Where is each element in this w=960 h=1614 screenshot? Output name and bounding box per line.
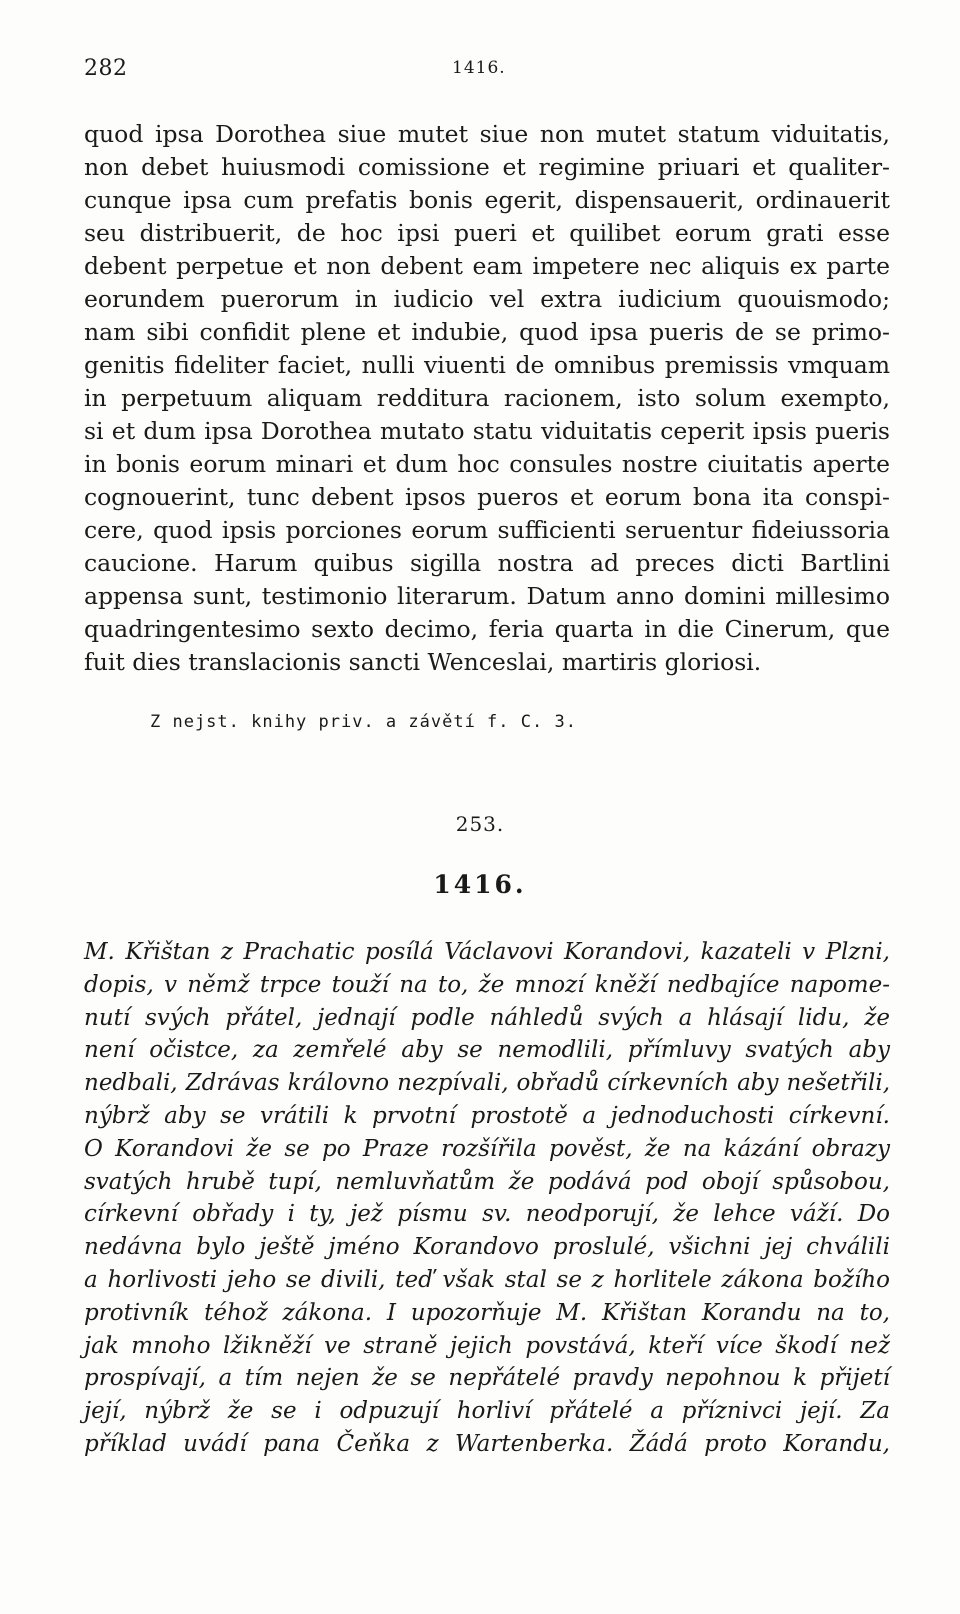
regest-line: prospívají, a tím nejen že se nepřátelé pravdy nepohnou k přijetí — [84, 1365, 890, 1392]
running-head-year: 1416. — [452, 58, 506, 78]
regest-line: jak mnoho lžikněží ve straně jejich povstává, kteří více škodí než — [84, 1332, 890, 1359]
running-head — [84, 56, 894, 86]
text-line: si et dum ipsa Dorothea mutato statu viduitatis ceperit ipsis pueris — [84, 417, 890, 445]
text-line: eorundem puerorum in iudicio vel extra iudicium quouismodo; — [84, 285, 890, 313]
text-line: nam sibi confidit plene et indubie, quod ipsa pueris de se primo- — [84, 318, 890, 346]
text-line: quod ipsa Dorothea siue mutet siue non mutet statum viduitatis, — [84, 120, 890, 148]
text-line: in bonis eorum minari et dum hoc consules nostre ciuitatis aperte — [84, 450, 890, 478]
regest-line: svatých hrubě tupí, nemluvňatům že podává pod obojí spůsobou, — [84, 1168, 890, 1195]
regest-line: není očistce, za zemřelé aby se nemodlili, přímluvy svatých aby — [84, 1037, 890, 1064]
text-line: appensa sunt, testimonio literarum. Datum anno domini millesimo — [84, 582, 890, 610]
regest-line: nýbrž aby se vrátili k prvotní prostotě a jednoduchosti církevní. — [84, 1102, 890, 1129]
page-number: 282 — [84, 56, 128, 81]
text-line: non debet huiusmodi comissione et regimine priuari et qualiter- — [84, 153, 890, 181]
text-line: cognouerint, tunc debent ipsos pueros et eorum bona ita conspi- — [84, 483, 890, 511]
regest-line: O Korandovi že se po Praze rozšířila pověst, že na kázání obrazy — [84, 1135, 890, 1162]
regest-line: M. Křištan z Prachatic posílá Václavovi Korandovi, kazateli v Plzni, — [84, 939, 890, 965]
regest-line: protivník téhož zákona. I upozorňuje M. Křištan Korandu na to, — [84, 1299, 890, 1326]
document-number: 253. — [455, 812, 505, 836]
text-line: cunque ipsa cum prefatis bonis egerit, dispensauerit, ordinauerit — [84, 186, 890, 214]
text-line: debent perpetue et non debent eam impetere nec aliquis ex parte — [84, 252, 890, 280]
text-line: in perpetuum aliquam redditura racionem, isto solum exempto, — [84, 384, 890, 412]
regest-line: církevní obřady i ty, jež písmu sv. neodporují, že lehce váží. Do — [84, 1201, 890, 1228]
text-line: cere, quod ipsis porciones eorum sufficienti seruentur fideiussoria — [84, 516, 890, 544]
text-line: fuit dies translacionis sancti Wenceslai, martiris gloriosi. — [84, 648, 762, 676]
text-line: quadringentesimo sexto decimo, feria quarta in die Cinerum, que — [84, 615, 890, 643]
source-note: Z nejst. knihy priv. a závětí f. C. 3. — [150, 712, 577, 732]
regest-line: nedbali, Zdrávas královno nezpívali, obřadů církevních aby nešetřili, — [84, 1070, 890, 1097]
regest-line: její, nýbrž že se i odpuzují horliví přátelé a příznivci její. Za — [84, 1398, 890, 1425]
regest-line: nutí svých přátel, jednají podle náhledů svých a hlásají lidu, že — [84, 1004, 890, 1031]
latin-document-text — [84, 118, 890, 679]
text-line: caucione. Harum quibus sigilla nostra ad preces dicti Bartlini — [84, 549, 890, 577]
document-year-heading: 1416. — [433, 870, 527, 899]
text-line: seu distribuerit, de hoc ipsi pueri et quilibet eorum grati esse — [84, 219, 890, 247]
regest-line: dopis, v němž trpce touží na to, že mnozí kněží nedbajíce napome- — [84, 971, 890, 998]
czech-regest-text — [84, 936, 890, 1461]
regest-line: a horlivosti jeho se divili, teď však stal se z horlitele zákona božího — [84, 1266, 890, 1293]
regest-line: příklad uvádí pana Čeňka z Wartenberka. Žádá proto Korandu, — [84, 1430, 890, 1457]
regest-line: nedávna bylo ještě jméno Korandovo proslulé, všichni jej chválili — [84, 1234, 890, 1261]
text-line: genitis fideliter faciet, nulli viuenti de omnibus premissis vmquam — [84, 351, 890, 379]
